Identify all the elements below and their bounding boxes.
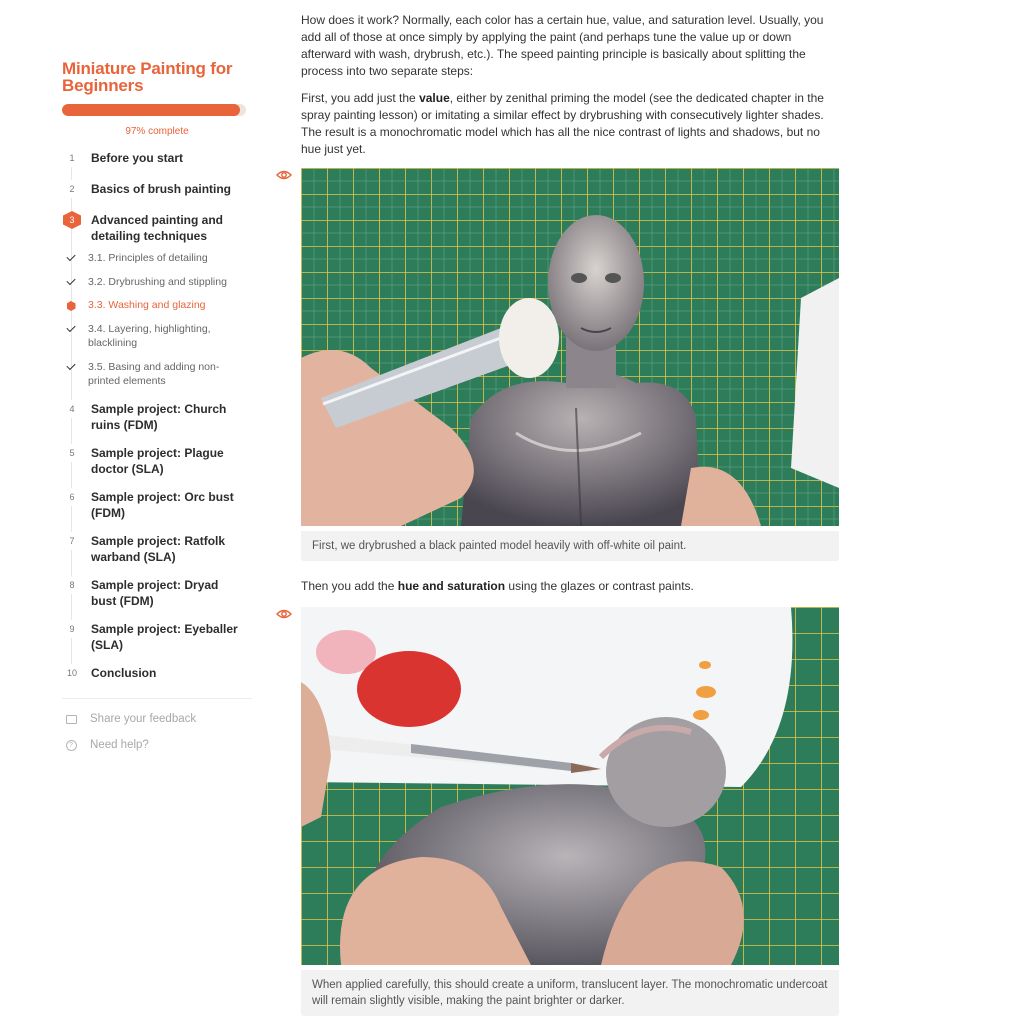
subchapter-item-3-2[interactable]: [62, 275, 254, 298]
chapter-number-active: 3: [63, 211, 81, 229]
chapter-label: Sample project: Dryad bust (FDM): [91, 578, 219, 608]
bold-term-value: value: [419, 91, 450, 105]
help-circle-icon: ?: [62, 740, 80, 751]
paragraph-intro: How does it work? Normally, each color has a certain hue, value, and saturation level. Usually, you add all of those at once simply by applying the paint (and perhaps tune the value up or down afterward with wash, drybrush, etc.). The speed painting principle is basically about splitting the process into two separate steps:: [301, 13, 824, 78]
checkmark-icon: [62, 251, 80, 259]
subchapter-item-3-3[interactable]: [62, 298, 254, 322]
sidebar-divider: [62, 698, 252, 699]
chapter-number: 9: [63, 620, 81, 638]
photo-drybrushing-bust[interactable]: [301, 168, 839, 526]
chapter-label: Sample project: Eyeballer (SLA): [91, 622, 238, 652]
chapter-number: 10: [63, 664, 81, 682]
paragraph-value-step: [301, 90, 841, 158]
chapter-label: Conclusion: [91, 666, 157, 680]
course-sidebar: [62, 60, 254, 751]
subchapter-label: 3.2. Drybrushing and stippling: [88, 276, 227, 288]
chapter-item-2[interactable]: [62, 180, 254, 211]
text-span: First, you add just the: [301, 91, 420, 105]
subchapter-item-3-4[interactable]: [62, 322, 254, 360]
text-span: Then you add the: [301, 579, 398, 593]
chapter-number: 1: [63, 149, 81, 167]
chapter-number: 6: [63, 488, 81, 506]
chapter-label: Basics of brush painting: [91, 182, 232, 196]
chapter-label: Sample project: Ratfolk warband (SLA): [91, 534, 226, 564]
chapter-item-7[interactable]: [62, 532, 254, 576]
subchapter-label: 3.5. Basing and adding non-printed elements: [88, 361, 220, 387]
chapter-number: 5: [63, 444, 81, 462]
chat-icon: [62, 715, 80, 724]
subchapter-item-3-5[interactable]: [62, 360, 254, 400]
chapter-label: Advanced painting and detailing techniques: [91, 213, 224, 243]
checkmark-icon: [62, 360, 80, 368]
subchapter-label-active: 3.3. Washing and glazing: [88, 299, 206, 311]
photo-caption: When applied carefully, this should create a uniform, translucent layer. The monochromatic undercoat will remain slightly visible, making the paint brighter or darker.: [301, 970, 839, 1016]
eye-icon[interactable]: [276, 170, 292, 180]
chapter-item-8[interactable]: [62, 576, 254, 620]
progress-bar-fill: [62, 104, 240, 116]
chapter-number: 7: [63, 532, 81, 550]
photo-caption: First, we drybrushed a black painted model heavily with off-white oil paint.: [301, 531, 839, 561]
subchapter-label: 3.4. Layering, highlighting, blacklining: [88, 323, 211, 349]
text-span: using the glazes or contrast paints.: [505, 579, 694, 593]
checkmark-icon: [62, 322, 80, 330]
need-help-label: Need help?: [90, 739, 149, 751]
chapter-label: Before you start: [91, 151, 184, 165]
subchapter-label: 3.1. Principles of detailing: [88, 252, 208, 264]
eye-icon[interactable]: [276, 609, 292, 619]
chapter-item-6[interactable]: [62, 488, 254, 532]
chapter-number: 8: [63, 576, 81, 594]
progress-text: 97% complete: [125, 126, 189, 137]
figure-drybrushing: [301, 168, 841, 561]
chapter-item-9[interactable]: [62, 620, 254, 664]
chapter-item-5[interactable]: [62, 444, 254, 488]
chapter-label: Sample project: Plague doctor (SLA): [91, 446, 224, 476]
chapter-label: Sample project: Church ruins (FDM): [91, 402, 227, 432]
lesson-content: [301, 12, 841, 1016]
share-feedback-label: Share your feedback: [90, 713, 197, 725]
chapter-item-4[interactable]: [62, 400, 254, 444]
need-help-link[interactable]: [62, 739, 254, 751]
share-feedback-link[interactable]: [62, 713, 254, 725]
table-of-contents: [62, 149, 254, 686]
course-title[interactable]: Miniature Painting for Beginners: [62, 59, 233, 95]
chapter-number: 4: [63, 400, 81, 418]
paragraph-hue-step: [301, 578, 841, 595]
subchapter-item-3-1[interactable]: [62, 251, 254, 275]
chapter-item-3[interactable]: [62, 211, 254, 251]
chapter-label: Sample project: Orc bust (FDM): [91, 490, 234, 520]
chapter-number: 2: [63, 180, 81, 198]
bold-term-hue-saturation: hue and saturation: [397, 579, 506, 593]
text-span: , either by zenithal priming the model (see the dedicated chapter in the spray painting lesson) or imitating a similar effect by drybrushing with consecutively lighter shades. The result is a monochromatic model which has all the nice contrast of lights and shadows, but no hue just yet.: [301, 91, 824, 156]
progress-bar: [62, 104, 246, 116]
figure-glazing: [301, 607, 841, 1016]
chapter-item-10[interactable]: [62, 664, 254, 686]
photo-glazing-bust[interactable]: [301, 607, 839, 965]
checkmark-icon: [62, 275, 80, 283]
current-hexagon-icon: [62, 298, 80, 311]
chapter-item-1[interactable]: [62, 149, 254, 180]
